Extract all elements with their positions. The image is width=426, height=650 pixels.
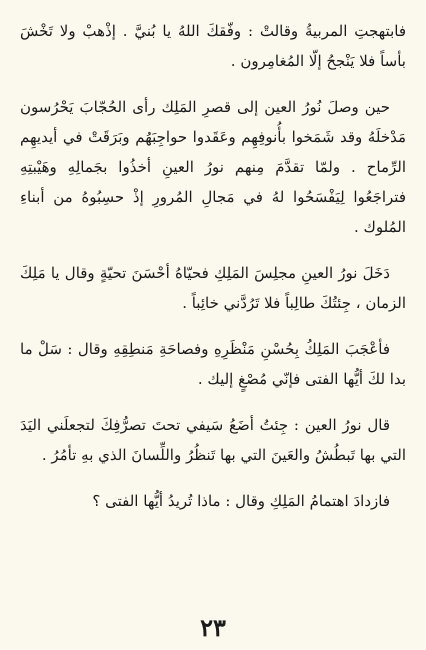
page-body	[20, 16, 406, 516]
paragraph-1: فابتهجتِ المربيةُ وقالتْ : وفّقكَ اللهُ يا بُنيَّ . إذْهبْ ولا تَخْشَ بأساً فلا يَنْجحُ إلّا المُغامِرون .	[20, 22, 406, 70]
paragraph-2: حين وصلَ نُورُ العين إلى قصرِ المَلِك رأى الحُجّابَ يَحْرُسون مَدْخلَهُ وقد شَمَخوا بأُنوفِهِم وعَقَدوا حواجِبَهُم وبَرَقَتْ في أيديهِم الرِّماح . ولمّا تقدَّمَ مِنهم نورُ العينِ أخذُوا بجَمالِهِ وهَيْبتِهِ فتراجَعُوا لِيَفْسَحُوا لهُ في مَجالِ المُرورِ إذْ حسِبُوهُ من أبناءِ المُلوك .	[20, 98, 406, 236]
paragraph-3: دَخَلَ نورُ العينِ مجلِسَ المَلِكِ فحيّاهُ أحْسَنَ تحيّةٍ وقال يا مَلِكَ الزمان ، جِئتُكَ طالِباً فلا تَرُدَّني خائِباً .	[20, 264, 406, 312]
paragraph-5: قال نورُ العين : جِئتُ أضَعُ سَيفي تحتَ تصرُّفِكَ لتجعلَني اليَدَ التي بها تَبطُشُ والعَينَ التي بها تَنظُرُ واللِّسانَ الذي بهِ تأمُرُ .	[20, 416, 406, 464]
paragraph-6: فازدادَ اهتمامُ المَلِكِ وقال : ماذا تُريدُ أيُّها الفتى ؟	[92, 492, 390, 510]
paragraph-4: فأعْجَبَ المَلِكُ بِحُسْنِ مَنْظَرِهِ وفصاحَةِ مَنطِقِهِ وقال : سَلْ ما بدا لكَ أيُّها الفتى فإنّي مُصْغٍ إليك .	[20, 340, 406, 388]
page-number: ٢٣	[200, 613, 226, 642]
